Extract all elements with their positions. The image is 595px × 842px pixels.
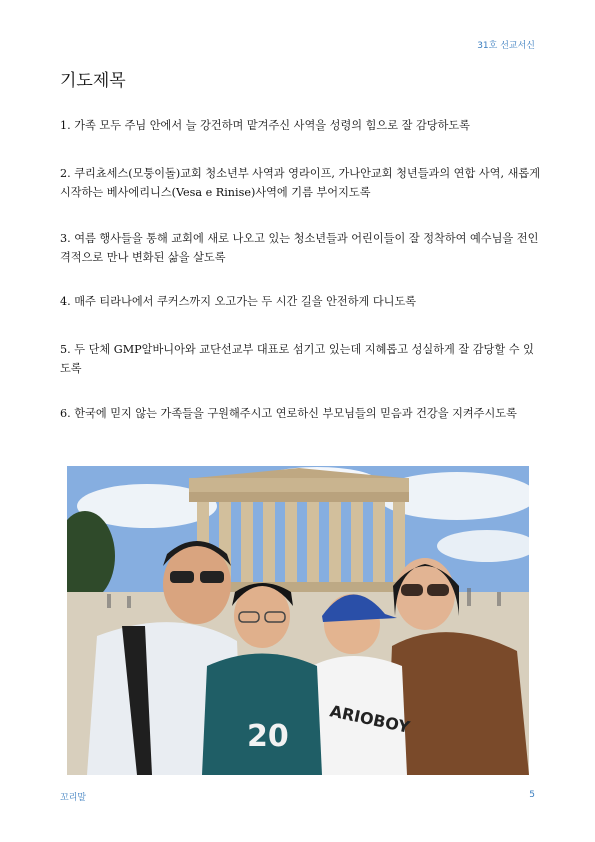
page-title: 기도제목 bbox=[60, 71, 126, 91]
prayer-item-5: 5. 두 단체 GMP알바니아와 교단선교부 대표로 섬기고 있는데 지혜롭고 성실하게 잘 감당할 수 있도록 bbox=[60, 343, 534, 375]
prayer-item-3: 3. 여름 행사들을 통해 교회에 새로 나오고 있는 청소년들과 어린이들이 잘 정착하여 예수님을 전인격적으로 만나 변화된 삶을 살도록 bbox=[60, 232, 539, 264]
jersey-number: 20 bbox=[247, 719, 289, 754]
svg-text:ARIOBOY: ARIOBOY bbox=[328, 701, 412, 737]
running-header: 31호 선교서신 bbox=[477, 41, 535, 51]
prayer-item-6: 6. 한국에 믿지 않는 가족들을 구원해주시고 연로하신 부모님들의 믿음과 건강을 지켜주시도록 bbox=[60, 407, 517, 420]
prayer-item-1: 1. 가족 모두 주님 안에서 늘 강건하며 맡겨주신 사역을 성령의 힘으로 잘 감당하도록 bbox=[60, 119, 470, 132]
prayer-item-4: 4. 매주 티라나에서 쿠커스까지 오고가는 두 시간 길을 안전하게 다니도록 bbox=[60, 295, 417, 308]
prayer-item-2: 2. 쿠리쵸세스(모퉁이돌)교회 청소년부 사역과 영라이프, 가나안교회 청년들과의 연합 사역, 새롭게 시작하는 베사에리니스(Vesa e Rinise)사역에 기름 부어지도록 bbox=[60, 167, 541, 199]
family-photo bbox=[67, 466, 529, 775]
page-number: 5 bbox=[529, 790, 535, 800]
footer-label: 꼬리말 bbox=[60, 793, 87, 803]
family-photo-illustration bbox=[67, 466, 529, 775]
